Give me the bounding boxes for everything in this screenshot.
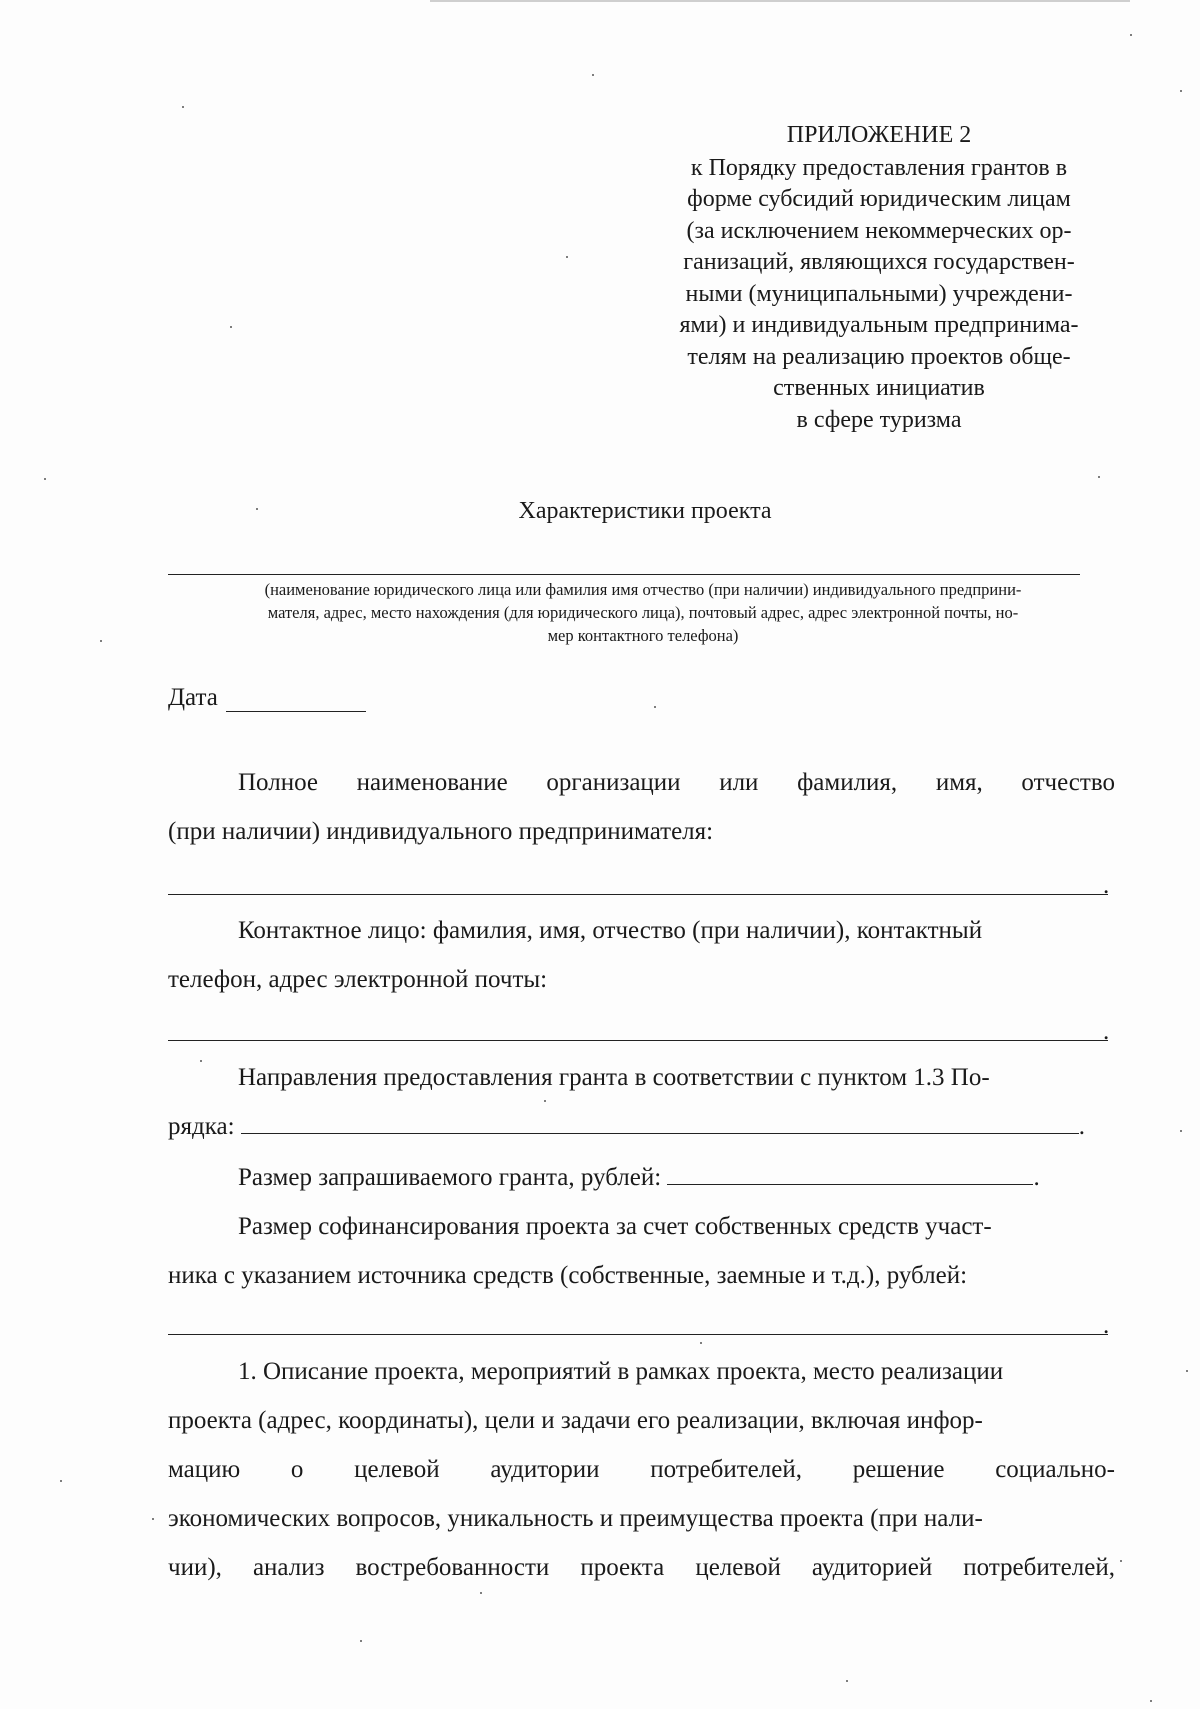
word: Полное bbox=[238, 769, 318, 796]
document-title: Характеристики проекта bbox=[518, 498, 772, 524]
full-name-paragraph bbox=[168, 758, 1115, 856]
appendix-line: ственных инициатив bbox=[773, 375, 985, 401]
word: аудиторией bbox=[811, 1554, 933, 1581]
description-line-5 bbox=[168, 1543, 1115, 1592]
grant-size-paragraph bbox=[168, 1153, 1115, 1202]
appendix-line: (за исключением некоммерческих ор- bbox=[686, 217, 1072, 244]
appendix-line: к Порядку предоставления грантов в bbox=[690, 154, 1068, 181]
caption-line: мателя, адрес, место нахождения (для юридического лица), почтовый адрес, адрес электронной почты, но- bbox=[267, 603, 1019, 622]
grant-size-label: Размер запрашиваемого гранта, рублей: bbox=[238, 1164, 662, 1191]
full-name-line-1 bbox=[168, 758, 1115, 807]
appendix-line: ями) и индивидуальным предпринима- bbox=[679, 312, 1079, 338]
date-row bbox=[168, 684, 366, 712]
direction-prefix: рядка: bbox=[168, 1113, 235, 1140]
appendix-header bbox=[634, 120, 1124, 436]
word: имя, bbox=[935, 769, 983, 796]
field-end-dot: . bbox=[1078, 1113, 1086, 1140]
direction-line-1: Направления предоставления гранта в соответствии с пунктом 1.3 По- bbox=[238, 1064, 990, 1091]
grant-size-field[interactable] bbox=[667, 1158, 1033, 1185]
cofinancing-field[interactable] bbox=[168, 1334, 1108, 1335]
caption-line: (наименование юридического лица или фамилия имя отчество (при наличии) индивидуального предприни- bbox=[264, 580, 1022, 599]
date-label: Дата bbox=[168, 684, 218, 711]
field-end-dot: . bbox=[1103, 872, 1110, 899]
word: фамилия, bbox=[797, 769, 898, 796]
appendix-line: в сфере туризма bbox=[796, 406, 962, 433]
direction-paragraph bbox=[168, 1053, 1115, 1151]
field-end-dot: . bbox=[1033, 1164, 1040, 1191]
word: наименование bbox=[356, 769, 508, 796]
appendix-line: ными (муниципальными) учреждени- bbox=[685, 280, 1073, 307]
word: или bbox=[719, 769, 759, 796]
word: мацию bbox=[168, 1456, 241, 1483]
contact-line-1: Контактное лицо: фамилия, имя, отчество (при наличии), контактный bbox=[238, 917, 983, 944]
appendix-line: форме субсидий юридическим лицам bbox=[687, 186, 1071, 212]
description-line-2: проекта (адрес, координаты), цели и задачи его реализации, включая инфор- bbox=[168, 1407, 983, 1434]
cofinancing-line-1: Размер софинансирования проекта за счет собственных средств участ- bbox=[238, 1213, 992, 1240]
caption-line: мер контактного телефона) bbox=[547, 626, 739, 645]
cofinancing-line-2: ника с указанием источника средств (собственные, заемные и т.д.), рублей: bbox=[168, 1262, 968, 1289]
contact-paragraph bbox=[168, 906, 1115, 1004]
appendix-line: ганизаций, являющихся государствен- bbox=[683, 249, 1075, 275]
word: анализ bbox=[252, 1554, 325, 1581]
word: о bbox=[290, 1456, 304, 1483]
field-end-dot: . bbox=[1103, 1018, 1110, 1045]
description-line-1: 1. Описание проекта, мероприятий в рамках проекта, место реализации bbox=[238, 1358, 1004, 1385]
direction-field[interactable] bbox=[241, 1107, 1079, 1134]
date-field[interactable] bbox=[226, 687, 366, 712]
direction-line-2 bbox=[168, 1102, 1115, 1151]
word: целевой bbox=[354, 1456, 440, 1483]
word: целевой bbox=[695, 1554, 781, 1581]
applicant-name-field[interactable] bbox=[168, 574, 1080, 575]
word: потребителей, bbox=[650, 1456, 802, 1483]
description-paragraph bbox=[168, 1347, 1115, 1592]
description-line-4: экономических вопросов, уникальность и преимущества проекта (при нали- bbox=[168, 1505, 983, 1532]
full-name-line-2: (при наличии) индивидуального предпринимателя: bbox=[168, 818, 714, 845]
word: востребованности bbox=[355, 1554, 550, 1581]
contact-field[interactable] bbox=[168, 1040, 1108, 1041]
scan-top-edge bbox=[430, 0, 1130, 2]
full-name-field[interactable] bbox=[168, 894, 1108, 895]
word: потребителей, bbox=[963, 1554, 1115, 1581]
contact-line-2: телефон, адрес электронной почты: bbox=[168, 966, 548, 993]
word: организации bbox=[546, 769, 681, 796]
appendix-heading: ПРИЛОЖЕНИЕ 2 bbox=[786, 122, 972, 148]
word: чии), bbox=[168, 1554, 222, 1581]
word: отчество bbox=[1021, 769, 1115, 796]
word: проекта bbox=[580, 1554, 665, 1581]
word: аудитории bbox=[490, 1456, 600, 1483]
word: социально- bbox=[995, 1456, 1115, 1483]
field-end-dot: . bbox=[1103, 1312, 1110, 1339]
appendix-line: телям на реализацию проектов обще- bbox=[687, 343, 1071, 370]
description-line-3 bbox=[168, 1445, 1115, 1494]
grant-size-line bbox=[168, 1153, 1115, 1202]
cofinancing-paragraph bbox=[168, 1202, 1115, 1300]
word: решение bbox=[852, 1456, 945, 1483]
applicant-name-caption bbox=[168, 578, 1118, 647]
